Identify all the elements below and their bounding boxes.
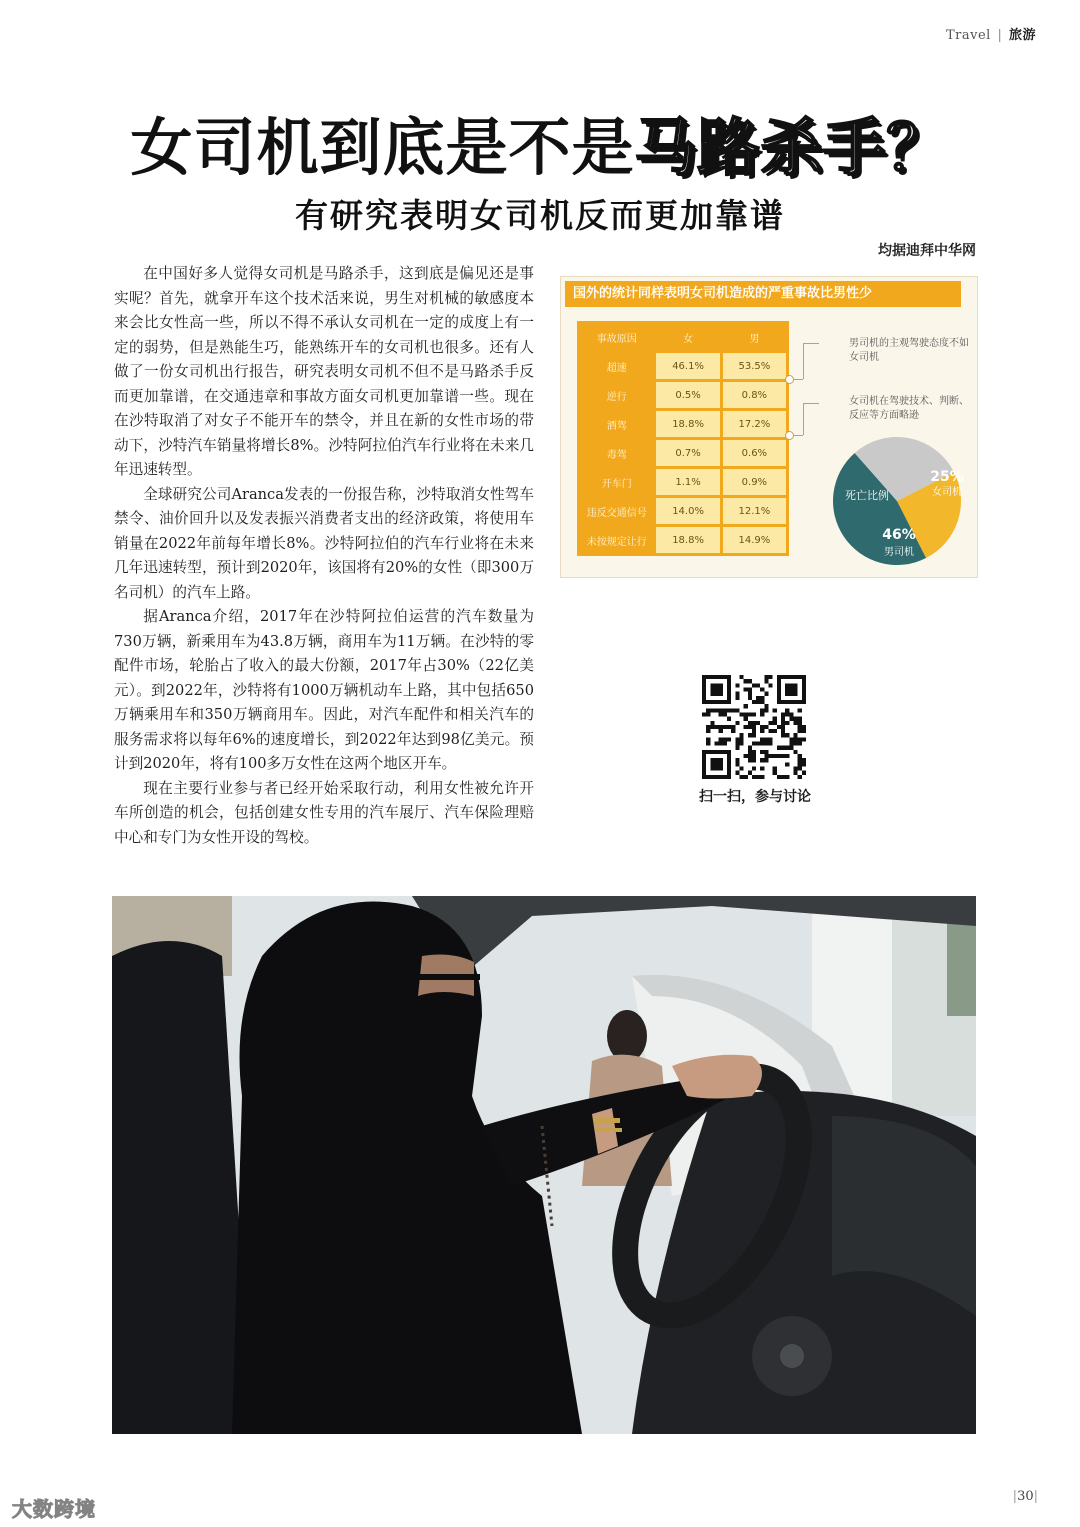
section-zh: 旅游	[1008, 28, 1036, 43]
headline-part1: 女司机到底是不是	[130, 111, 635, 184]
table-row	[579, 526, 788, 555]
pie-value-female: 25%	[930, 469, 964, 485]
table-cell-value: 18.8%	[655, 410, 721, 439]
callout-line	[803, 343, 804, 379]
qr-caption: 扫一扫，参与讨论	[699, 789, 811, 805]
table-cell-value: 53.5%	[721, 352, 787, 381]
fatality-pie-chart	[827, 429, 977, 569]
table-cell-category: 违反交通信号	[579, 497, 655, 526]
callout-line	[793, 379, 803, 380]
table-cell-value: 0.7%	[655, 439, 721, 468]
pie-label-male: 男司机	[884, 547, 914, 558]
callout-line	[793, 435, 803, 436]
headline	[0, 108, 1080, 188]
table-cell-value: 14.9%	[721, 526, 787, 555]
chart-title: 国外的统计同样表明女司机造成的严重事故比男性少	[565, 281, 961, 307]
callout-line	[803, 343, 819, 344]
headline-part2: 马路杀手	[634, 111, 887, 184]
pie-label-female: 女司机	[932, 487, 962, 498]
headline-part3: ？	[886, 111, 950, 184]
page-number-value: 30	[1017, 1489, 1034, 1504]
table-cell-category: 开车门	[579, 468, 655, 497]
watermark-text: 大数跨境	[12, 1497, 96, 1521]
column-header: 男	[721, 323, 787, 352]
pie-center-label: 死亡比例	[845, 489, 889, 502]
table-cell-value: 12.1%	[721, 497, 787, 526]
table-cell-value: 14.0%	[655, 497, 721, 526]
table-cell-value: 1.1%	[655, 468, 721, 497]
table-header-row	[579, 323, 788, 352]
table-cell-category: 未按规定让行	[579, 526, 655, 555]
page-number: |30|	[1012, 1489, 1038, 1504]
table-cell-category: 逆行	[579, 381, 655, 410]
table-cell-value: 17.2%	[721, 410, 787, 439]
accident-table	[577, 321, 789, 556]
table-cell-value: 46.1%	[655, 352, 721, 381]
article-paragraph: 现在主要行业参与者已经开始采取行动，利用女性被允许开车所创造的机会，包括创建女性专用的汽车展厅、汽车保险理赔中心和专门为女性开设的驾校。	[114, 779, 534, 846]
table-row	[579, 352, 788, 381]
table-cell-value: 0.9%	[721, 468, 787, 497]
article-paragraph: 据Aranca介绍，2017年在沙特阿拉伯运营的汽车数量为730万辆，新乘用车为43.8万辆，商用车为11万辆。在沙特的零配件市场，轮胎占了收入的最大份额，2017年占30%（22亿美元）。到2022年，沙特将有1000万辆机动车上路，其中包括650万辆乘用车和350万辆商用车。因此，对汽车配件和相关汽车的服务需求将以每年6%的速度增长，到2022年达到98亿美元。预计到2020年，将有100多万女性在这两个地区开车。	[114, 608, 534, 772]
woman-driving-photo	[112, 896, 976, 1434]
pie-value-male: 46%	[882, 527, 916, 543]
accident-stats-chart	[560, 276, 978, 578]
article-paragraph: 在中国好多人觉得女司机是马路杀手，这到底是偏见还是事实呢？首先，就拿开车这个技术活来说，男生对机械的敏感度本来会比女性高一些，所以不得不承认女司机在一定的成度上有一定的弱势，但是熟能生巧，能熟练开车的女司机也很多。还有人做了一份女司机出行报告，研究表明女司机不但不是马路杀手反而更加靠谱，在交通违章和事故方面女司机更加靠谱一些。现在在沙特取消了对女子不能开车的禁令，并且在新的女性市场的带动下，沙特汽车销量将增长8%。沙特阿拉伯汽车行业将在未来几年迅速转型。	[114, 265, 534, 478]
table-cell-category: 酒驾	[579, 410, 655, 439]
column-header: 事故原因	[579, 323, 655, 352]
callout-note: 男司机的主观驾驶态度不如女司机	[849, 338, 969, 363]
subtitle: 有研究表明女司机反而更加靠谱	[295, 196, 785, 235]
table-cell-value: 18.8%	[655, 526, 721, 555]
section-tag	[946, 24, 1036, 43]
table-row	[579, 468, 788, 497]
article-body	[114, 262, 534, 850]
table-row	[579, 497, 788, 526]
callout-note: 女司机在驾驶技术、判断、反应等方面略逊	[849, 396, 969, 421]
qr-code[interactable]	[702, 675, 806, 779]
column-header: 女	[655, 323, 721, 352]
table-row	[579, 410, 788, 439]
table-cell-value: 0.6%	[721, 439, 787, 468]
table-cell-value: 0.5%	[655, 381, 721, 410]
table-cell-category: 毒驾	[579, 439, 655, 468]
table-row	[579, 439, 788, 468]
callout-line	[803, 403, 804, 435]
table-row	[579, 381, 788, 410]
table-cell-category: 超速	[579, 352, 655, 381]
table-cell-value: 0.8%	[721, 381, 787, 410]
article-paragraph: 全球研究公司Aranca发表的一份报告称，沙特取消女性驾车禁令、油价回升以及发表振兴消费者支出的经济政策，将使用车销量在2022年前每年增长8%。沙特阿拉伯的汽车行业将在未来几年迅速转型，预计到2020年，该国将有20%的女性（即300万名司机）的汽车上路。	[114, 485, 534, 601]
section-separator: |	[997, 28, 1003, 43]
callout-line	[803, 403, 819, 404]
section-en: Travel	[945, 28, 991, 43]
source-credit: 均据迪拜中华网	[878, 243, 976, 259]
article-photo	[112, 896, 976, 1434]
